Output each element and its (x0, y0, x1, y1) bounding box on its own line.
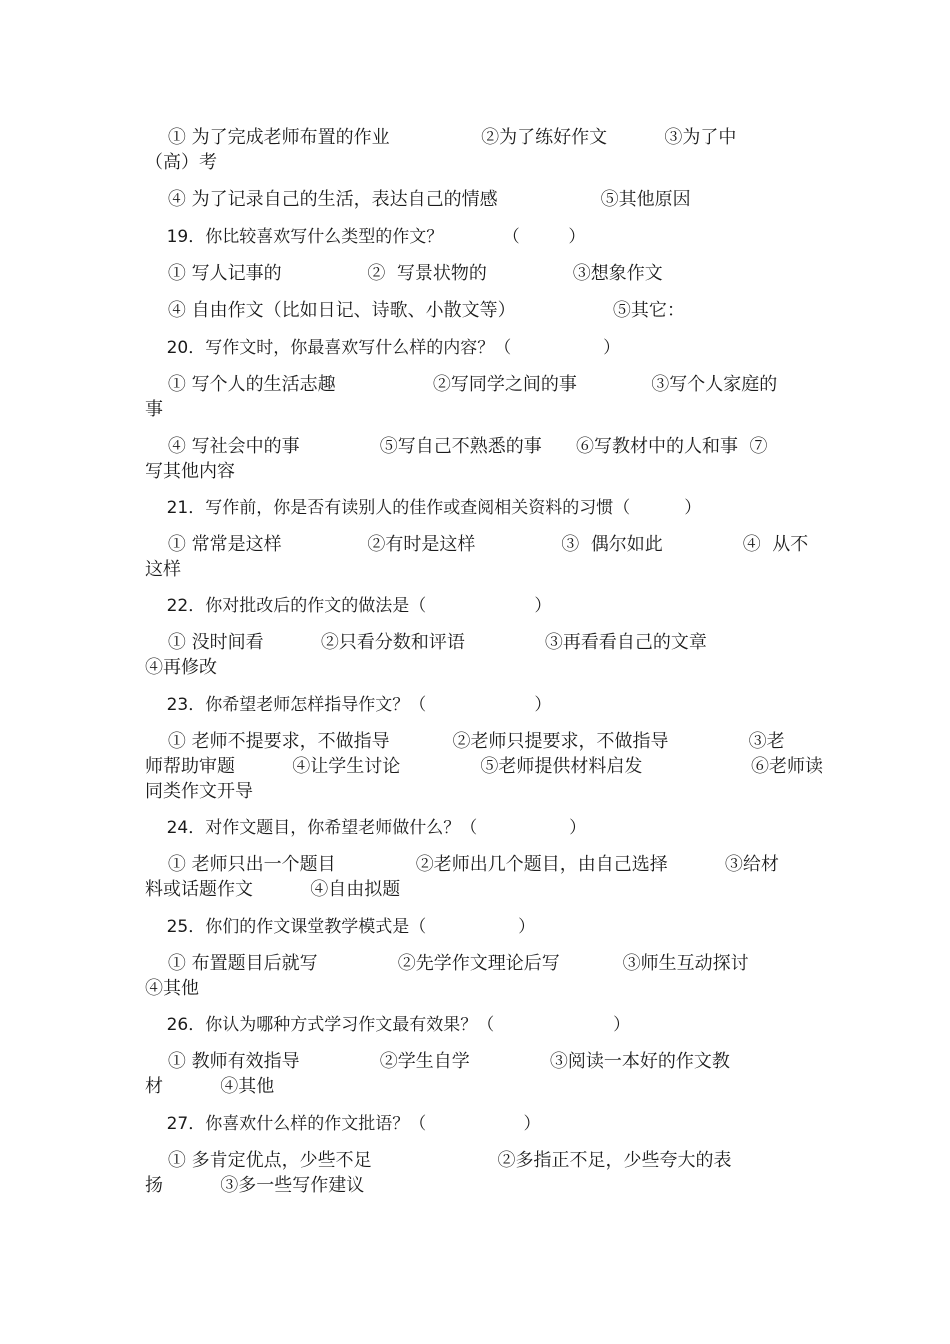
question-24: 24．对作文题目，你希望老师做什么？（ ） (145, 818, 587, 838)
question-21: 21．写作前，你是否有读别人的佳作或查阅相关资料的习惯（ ） (145, 498, 702, 518)
q22-options-line-2: ④再修改 (145, 657, 217, 678)
q21-options-line-2: 这样 (145, 559, 181, 580)
q24-options-line-1: ① 老师只出一个题目 ②老师出几个题目，由自己选择 ③给材 (145, 854, 779, 875)
q26-options-line-1: ① 教师有效指导 ②学生自学 ③阅读一本好的作文教 (145, 1051, 730, 1072)
question-27: 27．你喜欢什么样的作文批语？（ ） (145, 1114, 541, 1134)
question-22: 22．你对批改后的作文的做法是（ ） (145, 596, 552, 616)
q23-options-line-1: ① 老师不提要求，不做指导 ②老师只提要求，不做指导 ③老 (145, 731, 785, 752)
q27-options-line-2: 扬 ③多一些写作建议 (145, 1175, 365, 1196)
q21-options-line-1: ① 常常是这样 ②有时是这样 ③ 偶尔如此 ④ 从不 (145, 534, 809, 555)
q18-options-line-3: ④ 为了记录自己的生活，表达自己的情感 ⑤其他原因 (145, 189, 691, 210)
q25-options-line-1: ① 布置题目后就写 ②先学作文理论后写 ③师生互动探讨 (145, 953, 749, 974)
q26-options-line-2: 材 ④其他 (145, 1076, 275, 1097)
q23-options-line-3: 同类作文开导 (145, 781, 253, 802)
q18-options-line-2: （高）考 (145, 152, 217, 173)
q20-options-line-1: ① 写个人的生活志趣 ②写同学之间的事 ③写个人家庭的 (145, 374, 778, 395)
q18-options-line-1: ① 为了完成老师布置的作业 ②为了练好作文 ③为了中 (145, 127, 737, 148)
q23-options-line-2: 师帮助审题 ④让学生讨论 ⑤老师提供材料启发 ⑥老师读 (145, 756, 824, 777)
q24-options-line-2: 料或话题作文 ④自由拟题 (145, 879, 401, 900)
q25-options-line-2: ④其他 (145, 978, 199, 999)
question-20: 20．写作文时，你最喜欢写什么样的内容？（ ） (145, 338, 621, 358)
question-23: 23．你希望老师怎样指导作文？（ ） (145, 695, 552, 715)
question-19: 19．你比较喜欢写什么类型的作文？ （ ） (145, 227, 586, 247)
q20-options-line-4: 写其他内容 (145, 461, 235, 482)
q19-options-line-1: ① 写人记事的 ② 写景状物的 ③想象作文 (145, 263, 663, 284)
q20-options-line-2: 事 (145, 399, 163, 420)
q19-options-line-2: ④ 自由作文（比如日记、诗歌、小散文等） ⑤其它： (145, 300, 685, 321)
q27-options-line-1: ① 多肯定优点，少些不足 ②多指正不足，少些夸大的表 (145, 1150, 732, 1171)
q20-options-line-3: ④ 写社会中的事 ⑤写自己不熟悉的事 ⑥写教材中的人和事 ⑦ (145, 436, 768, 457)
question-25: 25．你们的作文课堂教学模式是（ ） (145, 917, 536, 937)
question-26: 26．你认为哪种方式学习作文最有效果？（ ） (145, 1015, 631, 1035)
q22-options-line-1: ① 没时间看 ②只看分数和评语 ③再看看自己的文章 (145, 632, 707, 653)
